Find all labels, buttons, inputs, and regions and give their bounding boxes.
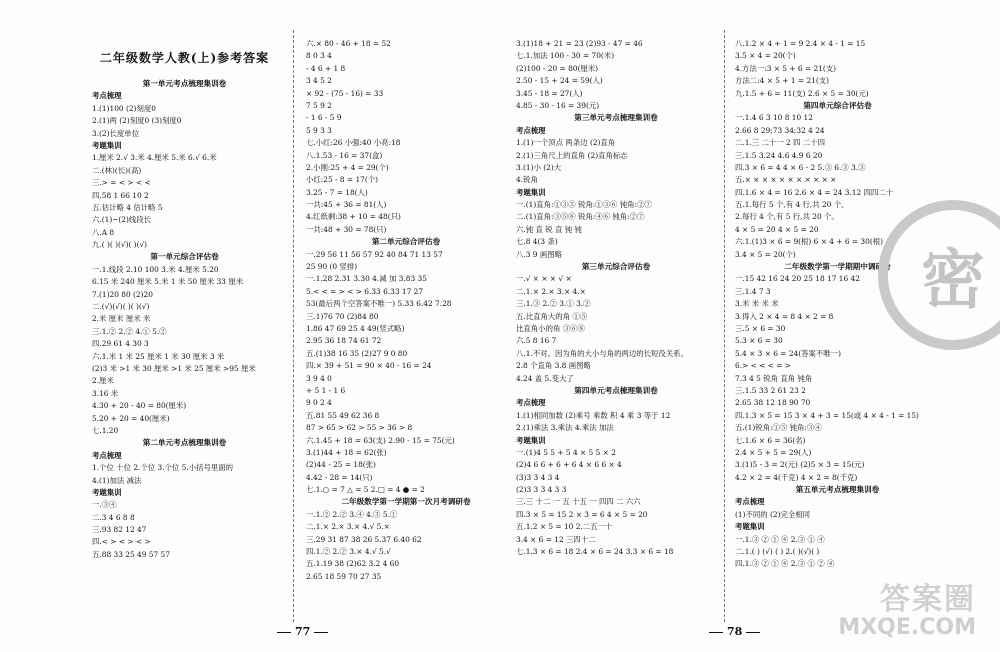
answer-line: + 5 1 - 1 6 [306,385,346,395]
answer-line: 2.米 厘米 厘米 米 [92,314,151,324]
answer-line: 四.3 × 5 = 15 2 × 3 = 6 4 × 5 = 20 [516,509,648,519]
answer-line: 八.1.2 × 4 + 1 = 9 2.4 × 4 - 1 = 15 [735,39,866,48]
section-heading: 二年级数学第一学期第一次月考调研卷 [341,497,471,507]
answer-line: 五.(1)锐角:①⑤ 钝角:③④ [735,423,822,433]
answer-line: 四.29 61 4 30 3 [92,339,149,349]
answer-line: 七.1.○ = 7 △ = 5 2.□ = 4 ● = 2 [306,485,425,495]
answer-line: 3.得入 2 × 4 = 8 4 × 2 = 8 [735,311,834,321]
answer-line: 一.③④ [92,500,117,510]
answer-line: 三.5 × 6 = 30 [735,323,786,333]
answer-line: 2.(1)乘法 3.乘法 4.乘法 加法 [516,423,614,433]
answer-line: 4.红纸剩:38 + 10 = 48(只) [306,212,401,222]
answer-line: 3.4 × 5 = 20(个) [735,249,796,259]
answer-line: 7.3 4 5 锐角 直角 钝角 [735,373,813,383]
answer-line: 一.29 56 11 56 57 92 40 84 71 13 57 [306,249,443,259]
answer-line: 2.每行 4 个,有 5 行,共 20 个。 [735,212,839,222]
answer-line: 3.4 × 6 = 12 三四十二 [516,534,596,544]
answer-line: 三.1.4 7 3 [735,286,771,296]
answer-line: 四.3 × 6 = 4 4 × 6 - 2 5.③ 6.③ 3.③ [735,162,866,172]
subsection-label: 考点梳理 [92,450,122,460]
answer-line: 七.1.6 × 6 = 36(名) [735,435,806,445]
answer-line: 八.1.不对。因为角的大小与角的两边的长短没关系。 [516,348,688,358]
answer-line: 一.√ × × × √ × [516,274,572,284]
answer-line: 九.( )( )(√)( )(√) [92,240,148,250]
answer-line: 3.(2)长度单位 [92,128,140,138]
section-heading: 第一单元考点梳理集训卷 [142,79,227,88]
answer-line: 五.(1)38 16 35 (2)27 9 0 80 [306,348,408,358]
answer-line: 一.1.4 6 3 10 8 10 12 [735,113,813,123]
answer-line: 2.4 × 5 + 5 = 29(人) [735,447,812,457]
answer-line: 1.86 47 69 25 4 49(竖式略) [306,323,405,333]
answer-line: 3 9 4 0 [306,373,332,383]
answer-line: 四.< > < > < > [92,537,151,547]
answer-line: 五.88 33 25 49 57 57 [92,549,170,559]
answer-line: 4.30 + 20 - 40 = 80(厘米) [92,401,187,411]
answer-line: 四.× 39 + 51 = 90 × 40 - 16 = 24 [306,361,432,371]
answer-line: 3 4 5 2 [306,76,332,86]
column-2 [306,38,506,583]
section-heading: 第三单元考点梳理集训卷 [574,113,658,123]
column-divider [293,30,294,622]
answer-line: 二.1.( ) (√) ( ) 2.( )(√)( ) [735,547,820,557]
answer-line: 三.1.5 3.24 4.6 4.9 6 20 [735,150,823,160]
answer-line: 2.8 个直角 3.8 画图略 [516,361,591,371]
section-heading: 第四单元综合评估卷 [803,100,872,110]
answer-line: 2.厘米 [92,376,114,386]
answer-line: 一共:48 + 30 = 78(只) [306,224,387,234]
column-divider [724,30,725,622]
answer-line: 三.1.③ 2.② 3.① 3.② [516,299,591,309]
answer-line: 六.1.45 + 18 = 63(支) 2.90 - 15 = 75(元) [306,435,455,445]
answer-line: 二.(1)直角:③⑤⑥ 锐角:④⑥ 钝角:②⑦ [516,212,645,222]
answer-line: 1.(1)相同加数 (2)乘号 乘数 积 4 乘 3 等于 12 [516,410,671,420]
section-heading: 第二单元考点梳理集训卷 [142,438,227,448]
answer-line: 5.20 + 20 = 40(厘米) [92,413,170,423]
answer-line: 六.5 8 16 7 [516,336,557,346]
answer-line: (2)3 米 >1 米 30 厘米 >1 米 25 厘米 >95 厘米 [92,363,256,373]
section-heading: 二年级数学第一学期期中调研卷 [784,262,891,272]
page-number-left: 77 [273,625,332,638]
answer-line: 二.(林)(长)(高) [92,165,142,175]
answer-line: 五.81 55 49 62 36 8 [306,410,380,420]
answer-line: 7.(1)20 80 (2)20 [92,289,153,299]
answer-line: 2.(1)两 (2)刻度0 (3)刻度0 [92,116,182,126]
answer-line: 六.× 80 - 46 + 18 = 52 [306,39,391,48]
answer-line: 六.(1)~(2)线段长 [92,215,152,225]
stamp-watermark: 密 [878,200,1000,350]
answer-line: 二.3 4 6 8 8 [92,512,135,522]
section-heading: 第四单元考点梳理集训卷 [574,385,658,395]
answer-line: 八.3 9 画图略 [516,249,563,259]
subsection-label: 考题集训 [735,522,765,532]
answer-line: 2.65 38 12 18 90 70 [735,398,811,408]
answer-line: 四.1.3 × 5 = 15 3 × 4 + 3 = 15(或 4 × 4 - 1 = 15) [735,410,919,420]
answer-line: 6.> < < < = > [735,361,791,371]
answer-line: 三.1)76 70 (2)84 80 [306,311,379,321]
section-heading: 第三单元综合评估卷 [581,262,651,272]
answer-line: 4.24 盖 5.变大了 [516,373,574,383]
answer-line: 一.1.线段 2.10 100 3.米 4.厘米 5.20 [92,264,219,274]
answer-line: 4.2 × 2 = 4(千克) 4 × 2 = 8(千克) [735,472,858,482]
answer-line: 四.1.③ ② ① ④ 2.③ ① ② ④ [735,559,835,569]
answer-line: 3.25 - 7 = 18(人) [306,187,368,197]
watermark-text: 答案圈 [880,582,976,617]
answer-line: (2)100 - 20 = 80(厘米) [516,63,599,73]
answer-line: 五.估计略 4 估计略 5 [92,202,163,212]
answer-line: 六.1.米 1 米 25 厘米 1 米 30 厘米 3 米 [92,351,225,361]
subsection-label: 考点梳理 [92,91,122,101]
page-title: 二年级数学人教(上)参考答案 [99,51,270,65]
answer-line: × 92 - (75 - 16) = 33 [306,88,384,98]
answer-line: 六.1.(1)3 × 6 = 9(根) 6 × 4 + 6 = 30(根) [735,237,883,247]
answer-line: (1)不同的 (2)完全相同 [735,509,811,519]
answer-line: 3.米 米 米 米 [735,299,779,309]
answer-line: 25 90 (0 竖排) [306,262,358,272]
answer-line: 三.1.5 33 2 61 23 2 [735,385,806,395]
answer-line: 3.(1)小 (2)大 [516,162,562,172]
answer-line: 4.85 - 30 - 16 = 39(元) [516,100,600,110]
section-heading: 第一单元综合评估卷 [150,252,219,262]
answer-line: 3.16 米 [92,388,119,398]
subsection-label: 考点梳理 [516,125,546,135]
answer-line: 五.1.2 × 5 = 10 2.二五一十 [516,522,613,532]
answer-line: 3.45 - 18 = 27(人) [516,88,583,98]
answer-line: 3.(1)44 + 18 = 62(张) [306,447,387,457]
subsection-label: 考题集训 [516,187,546,197]
answer-line: 3.5 × 4 = 20(个) [735,51,796,61]
answer-line: 1.个位 十位 2.个位 3.个位 5.小括号里面的 [92,463,234,473]
answer-line: 三.三 十二 一 五 十五 一 四四 二 六六 [516,497,641,507]
answer-line: - 4 6 + 1 8 [306,63,346,73]
subsection-label: 考点梳理 [516,398,546,408]
answer-line: 9 0 2 4 [306,398,332,408]
answer-line: 二.1.三 二十一 2 四 二十四 [735,138,826,148]
answer-line: 五.1.19 38 (2)62 3.2 4 60 [306,559,400,569]
answer-line: 一.1.② 2.② 3.④ 4.③ 5.① [306,509,398,519]
answer-line: 一.(1)4 5 5 + 5 4 × 5 5 × 2 [516,447,616,457]
answer-line: 一共:45 + 36 = 81(人) [306,200,387,210]
watermark-url: MXQE.COM [838,615,976,640]
answer-line: 二.1.× 2.× 3.× 4.√ 5.× [306,522,390,532]
answer-line: 8 0 3 4 [306,51,332,61]
answer-line: 五.× × × × × × × × × × × [735,175,837,185]
answer-line: 一.15 42 16 24 20 25 18 17 16 42 [735,274,860,284]
answer-line: 5.< < = > < > 6.33 6.33 17 27 [306,286,424,296]
column-3 [516,38,716,558]
answer-line: 三.> = < > < < [92,178,151,188]
answer-line: 三.1.② 2.② 4.① 5.② [92,326,167,336]
answer-line: 七.1.加法 100 - 30 = 70(米) [516,51,615,61]
answer-line: 一.(1)直角:①③⑤ 锐角:①③⑥ 钝角:②⑦ [516,200,652,210]
answer-line: 7 5 9 2 [306,100,332,110]
subsection-label: 考题集训 [92,140,122,150]
answer-line: (2)44 - 25 = 18(张) [306,460,376,470]
column-1 [92,34,277,561]
answer-line: 四.1.6 × 4 = 16 2.6 × 4 = 24 3.12 四四二十 [735,187,894,197]
answer-line: 二.(√)(√)( )( )(√) [92,302,150,312]
answer-line: 八.A 8 [92,227,115,237]
answer-line: 2.65 18 59 70 27 35 [306,571,382,581]
answer-line: 三.93 82 12 47 [92,525,147,535]
section-heading: 第五单元考点梳理集训卷 [795,485,880,495]
answer-line: 方法二:4 × 5 + 1 = 21(支) [735,76,830,86]
answer-line: 4 × 5 = 20 4 × 5 = 20 [735,224,819,234]
answer-line: 2.(1)三角尺上的直角 (2)直角标志 [516,150,628,160]
answer-line: - 1 6 - 5 9 [306,113,342,123]
answer-line: 4.42 - 28 = 14(只) [306,472,373,482]
answer-line: 一.1.28 2.31 3.30 4.减 加 3.83 35 [306,274,427,284]
answer-line: 3.(1)18 + 21 = 23 (2)93 - 47 = 46 [516,39,643,48]
answer-line: 八.1.53 - 16 = 37(盒) [306,150,383,160]
answer-line: 三.29 31 87 38 26 5.37 6.40 62 [306,534,422,544]
answer-line: 四.1.② 2.② 3.× 4.√ 5.√ [306,547,391,557]
answer-line: 九.1.5 + 6 = 11(支) 2.6 × 5 = 30(元) [735,88,869,98]
answer-line: 5.4 × 3 × 6 = 24(答案不唯一) [735,348,841,358]
answer-line: 五.1.每行 5 个,有 4 行,共 20 个。 [735,200,849,210]
answer-line: 6.15 米 240 厘米 5.米 1 米 50 厘米 33 厘米 [92,277,244,287]
subsection-label: 考点梳理 [735,497,765,507]
answer-line: 二.1.× 2.× 3.× 4.× [516,286,586,296]
answer-line: 4.(1)加法 减法 [92,475,142,485]
answer-line: 5 9 3 3 [306,125,332,135]
answer-line: 1.(1)100 (2)刻度0 [92,103,156,113]
answer-line: 2.50 - 15 + 24 = 59(人) [516,76,603,86]
answer-line: 七.1.20 [92,425,119,435]
answer-line: (2)3 3 3 4 3 3 [516,485,567,495]
answer-line: 1.厘米 2.√ 3.米 4.厘米 5.米 6.√ 6.米 [92,153,217,163]
answer-line: 七.小红:26 小强:40 小亮:18 [306,138,401,148]
answer-line: 七.8 4(3 条) [516,237,558,247]
answer-line: 五.比直角大的角 ①⑤ [516,311,588,321]
answer-line: 四.58 1 66 10 2 [92,190,149,200]
answer-line: 比直角小的角 ③⑥⑧ [516,323,585,333]
answer-line: 5.3 × 6 = 30 [735,336,783,346]
answer-line: 小红:25 - 8 = 17(个) [306,175,379,185]
answer-line: 53(最后两个空答案不唯一) 5.33 6.42 7.28 [306,299,452,309]
site-watermark [838,584,976,640]
answer-line: 87 > 65 > 62 > 55 > 36 > 8 [306,423,413,433]
subsection-label: 考题集训 [516,435,546,445]
answer-line: 1.(1)一个顶点 两条边 (2)直角 [516,138,616,148]
subsection-label: 考题集训 [92,487,122,497]
answer-line: 4.锐角 [516,175,538,185]
answer-line: 2.95 36 18 74 61 72 [306,336,382,346]
answer-line: 3.(1)5 - 3 = 2(元) (2)5 × 3 = 15(元) [735,460,865,470]
answer-line: (3)3 3 4 3 4 [516,472,560,482]
section-heading: 第二单元综合评估卷 [371,237,441,247]
answer-line: 4.方法一:3 × 5 + 6 = 21(支) [735,63,837,73]
page-number-right: 78 [705,625,764,638]
answer-line: 2.66 8 29;73 34;32 4 24 [735,125,825,135]
answer-line: (2)4 6 6 + 6 + 6 4 × 6 6 × 4 [516,460,622,470]
answer-line: 七.1.3 × 6 = 18 2.4 × 6 = 24 3.3 × 6 = 18 [516,547,674,557]
answer-line: 六.钝 直 锐 直 钝 钝 [516,224,582,234]
answer-line: 一.1.③ ② ① ④ 2.③ ① ④ [735,534,825,544]
answer-line: 2.小刚:25 + 4 = 29(个) [306,162,389,172]
